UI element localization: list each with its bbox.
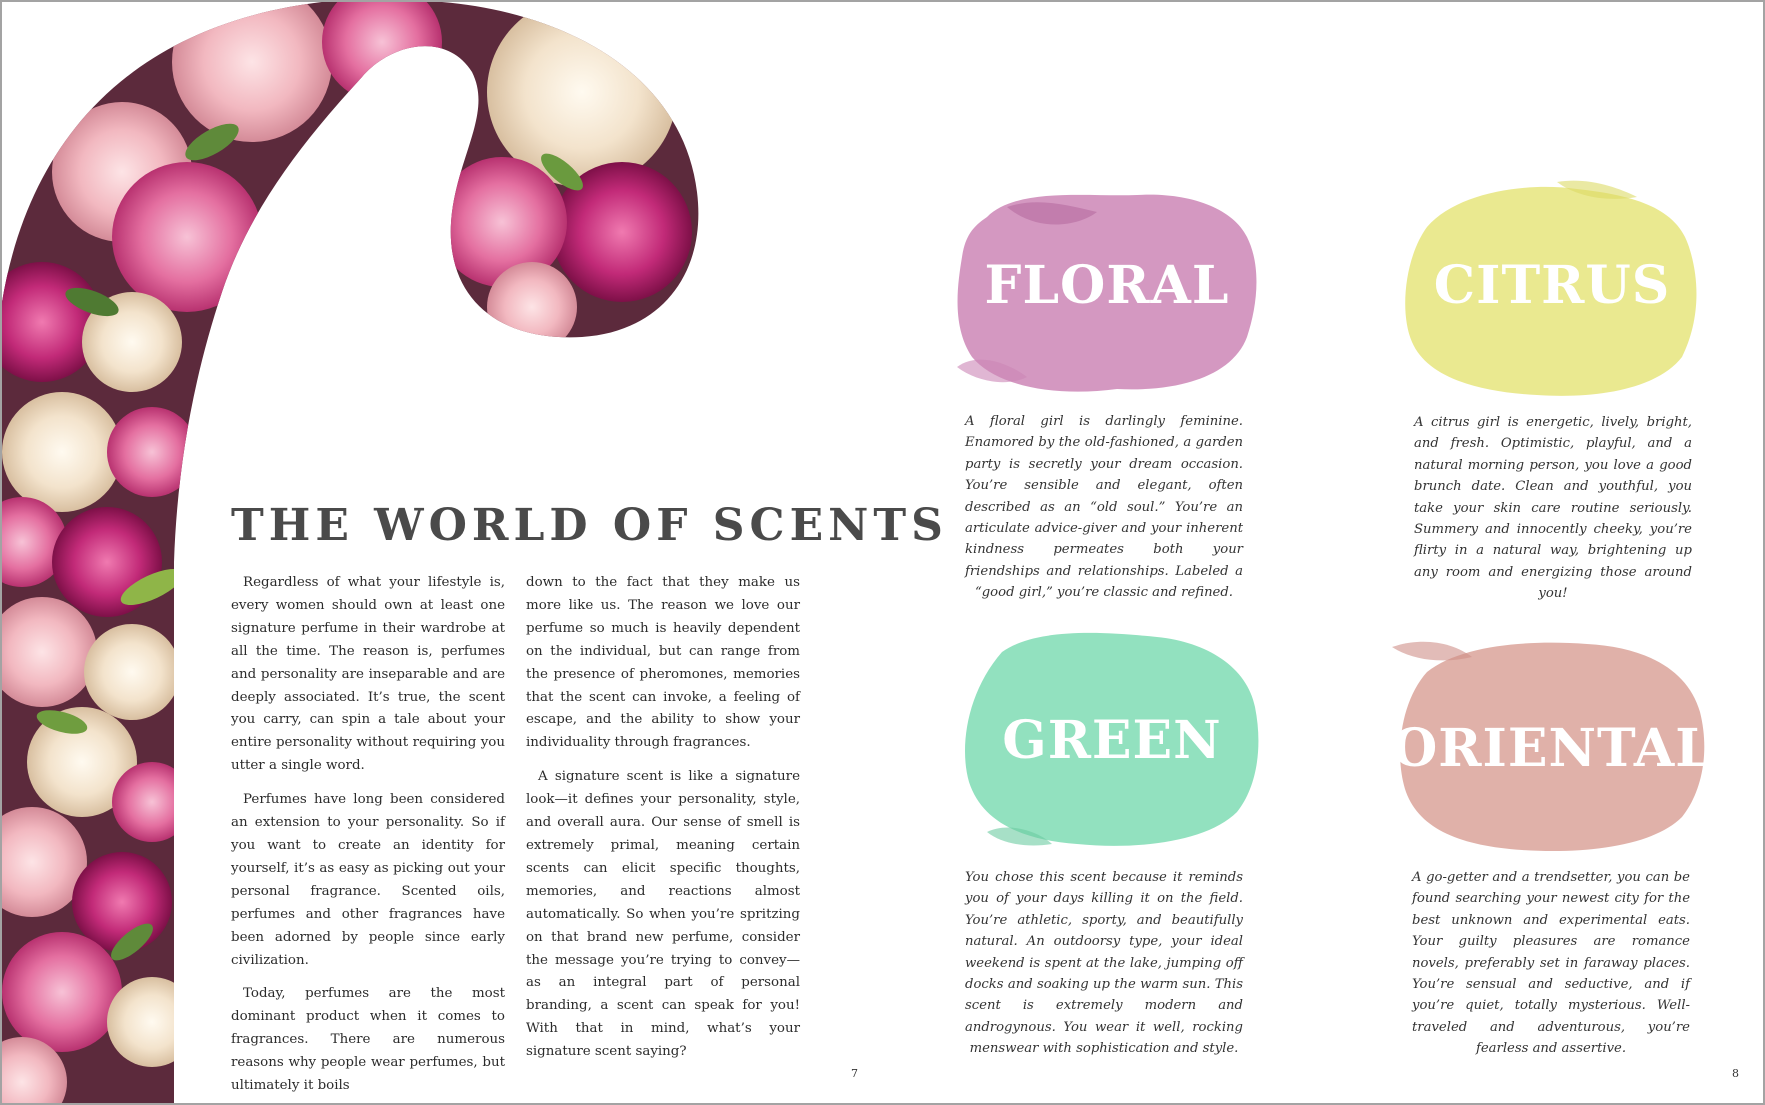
green-description: You chose this scent because it reminds you of your days killing it on the field. You’re athletic, sporty, and beautifully natural. An outdoorsy type, your ideal weekend is spent at the lake, jumping off docks and soaking up the warm sun. This scent is extremely modern and androgynous. You wear it well, rocking menswear with sophistication and style. <box>965 870 1243 1057</box>
citrus-description: A citrus girl is energetic, lively, bright, and fresh. Optimistic, playful, and a natural morning person, you love a good brunch date. Clean and youthful, you take your skin care routine seriously. Summery and innocently cheeky, you’re flirty in a natural way, brightening up any room and energizing those around you! <box>1414 415 1692 602</box>
floral-watercolor-blot <box>947 177 1267 407</box>
paragraph: down to the fact that they make us more like us. The reason we love our perfume so much is heavily dependent on the individual, but can range from the presence of pheromones, memories that the scent can invoke, a feeling of escape, and the ability to show your individuality through fragrances. <box>526 575 800 751</box>
article-column-right <box>526 572 800 1075</box>
green-label: GREEN <box>1002 710 1222 771</box>
oriental-label: ORIENTAL <box>1392 718 1713 779</box>
citrus-label: CITRUS <box>1433 255 1671 316</box>
paragraph: Perfumes have long been considered an extension to your personality. So if you want to create an identity for yourself, it’s as easy as picking out your personal fragrance. Scented oils, perfumes and other fragrances have been adorned by people since early civilization. <box>231 792 505 968</box>
paragraph: Regardless of what your lifestyle is, every women should own at least one signature perfume in their wardrobe at all the time. The reason is, perfumes and personality are inseparable and are deeply associated. It’s true, the scent you carry, can spin a tale about your entire personality without requiring you utter a single word. <box>231 575 505 774</box>
floral-label: FLORAL <box>984 255 1230 316</box>
oriental-watercolor-blot <box>1392 632 1712 857</box>
page-number-left: 7 <box>851 1067 858 1080</box>
citrus-watercolor-blot <box>1397 177 1707 407</box>
green-watercolor-blot <box>957 622 1267 852</box>
article-title: THE WORLD OF SCENTS <box>231 500 948 551</box>
paragraph: A signature scent is like a signature look—it defines your personality, style, and overall aura. Our sense of smell is extremely primal, meaning certain scents can elicit specific thoughts, memories, and reactions almost automatically. So when you’re spritzing on that brand new perfume, consider the message you’re trying to convey—as an integral part of personal branding, a scent can speak for you! With that in mind, what’s your signature scent saying? <box>526 769 800 1060</box>
floral-description: A floral girl is darlingly feminine. Enamored by the old-fashioned, a garden party is secretly your dream occasion. You’re sensible and elegant, often described as an “old soul.” You’re an articulate advice-giver and your inherent kindness permeates both your friendships and relationships. Labeled a “good girl,” you’re classic and refined. <box>965 414 1243 601</box>
paragraph: Today, perfumes are the most dominant product when it comes to fragrances. There are numerous reasons why people wear perfumes, but ultimately it boils <box>231 986 505 1094</box>
page-number-right: 8 <box>1732 1067 1739 1080</box>
oriental-description: A go-getter and a trendsetter, you can be found searching your newest city for the best unknown and experimental eats. Your guilty pleasures are romance novels, preferably set in faraway places. You’re sensual and seductive, and if you’re quiet, totally mysterious. Well-traveled and adventurous, you’re fearless and assertive. <box>1412 870 1690 1057</box>
article-column-left <box>231 572 505 1105</box>
